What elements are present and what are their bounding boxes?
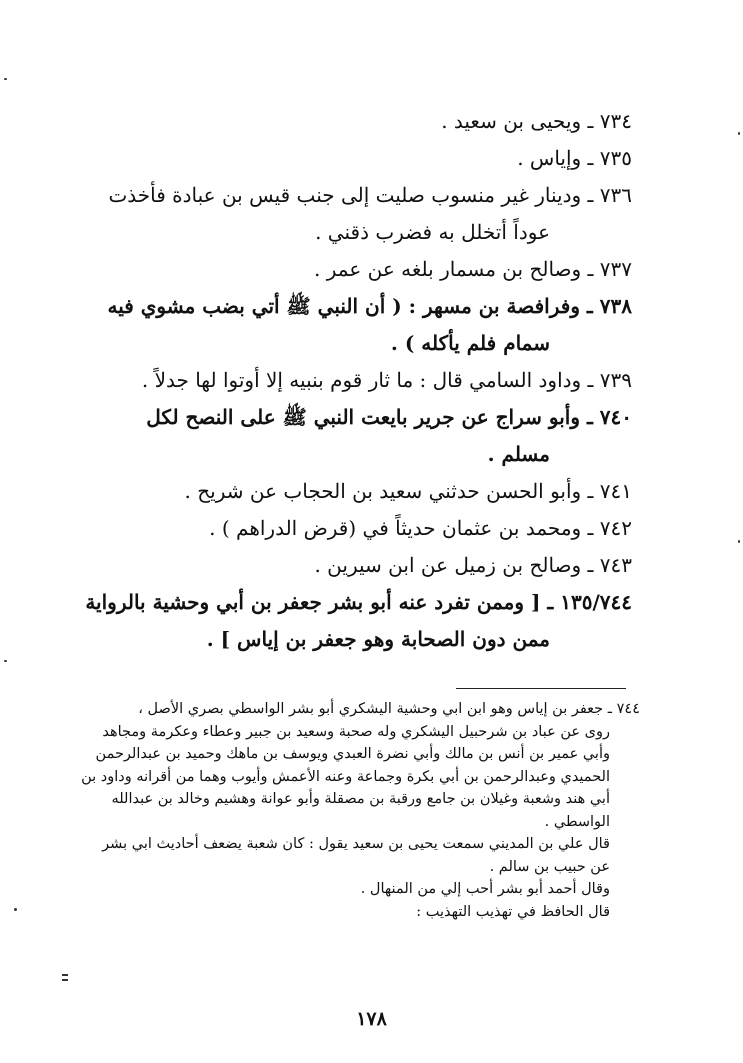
footnote (55, 698, 640, 923)
footnote-line: روى عن عباد بن شرحبيل اليشكري وله صحبة وسعيد بن جبير وعطاء وعكرمة ومجاهد (102, 723, 610, 740)
entry-text: ٧٤٢ ـ ومحمد بن عثمان حديثاً في (قرض الدراهم ) . (209, 516, 632, 540)
entry-text: ٧٤٣ ـ وصالح بن زميل عن ابن سيرين . (314, 553, 632, 577)
scan-speck (62, 979, 68, 981)
footnote-line: قال الحافظ في تهذيب التهذيب : (416, 903, 610, 920)
entry-continuation: ممن دون الصحابة وهو جعفر بن إياس ] . (206, 627, 550, 651)
entry-text: ٧٤٠ ـ وأبو سراج عن جرير بايعت النبي ﷺ على النصح لكل (146, 405, 632, 429)
entry-739 (60, 362, 632, 399)
footnote-line: عن حبيب بن سالم . (489, 858, 610, 875)
entry-text: ٧٣٤ ـ ويحيى بن سعيد . (441, 109, 632, 133)
footnote-line: وأبي عمير بن أنس بن مالك وأبي نضرة العبدي ويوسف بن ماهك وحميد بن عبدالرحمن (95, 746, 610, 762)
entries-list (60, 103, 632, 658)
entry-743 (60, 547, 632, 584)
scan-speck (14, 908, 17, 911)
footnote-line: قال علي بن المديني سمعت يحيى بن سعيد يقول : كان شعبة يضعف أحاديث ابي بشر (102, 836, 610, 852)
entry-text: ٧٣٧ ـ وصالح بن مسمار بلغه عن عمر . (314, 257, 632, 281)
entry-738 (60, 288, 632, 362)
entry-text: ١٣٥/٧٤٤ ـ [ وممن تفرد عنه أبو بشر جعفر بن أبي وحشية بالرواية (85, 590, 632, 614)
entry-continuation: عوداً أتخلل به فضرب ذقني . (315, 220, 550, 244)
entry-continuation: مسلم . (487, 442, 550, 466)
entry-737 (60, 251, 632, 288)
footnote-separator (456, 688, 626, 689)
page-number: ١٧٨ (356, 1008, 387, 1030)
scan-speck (4, 660, 7, 662)
scan-speck (62, 974, 68, 976)
footnote-line: الحميدي وعبدالرحمن بن أبي بكرة وجماعة وعنه الأعمش وأيوب وهما من أقرانه وداود بن (81, 768, 610, 785)
scan-speck (738, 540, 740, 543)
entry-744-section (60, 584, 632, 658)
entry-742 (60, 510, 632, 547)
footnote-line: الواسطي . (544, 813, 610, 830)
entry-text: ٧٤١ ـ وأبو الحسن حدثني سعيد بن الحجاب عن شريح . (184, 479, 632, 503)
footnote-line: أبي هند وشعبة وغيلان بن جامع ورقبة بن مصقلة وأبو عوانة وهشيم وخالد بن عبدالله (111, 791, 610, 807)
scan-speck (4, 78, 7, 80)
scan-speck (738, 132, 740, 135)
footnote-line: وقال أحمد أبو بشر أحب إلي من المنهال . (360, 881, 610, 897)
entry-736 (60, 177, 632, 251)
entry-734 (60, 103, 632, 140)
entry-text: ٧٣٩ ـ وداود السامي قال : ما ثار قوم بنبيه إلا أوتوا لها جدلاً . (141, 368, 632, 392)
entry-735 (60, 140, 632, 177)
entry-continuation: سمام فلم يأكله ) . (390, 331, 550, 355)
entry-text: ٧٣٥ ـ وإياس . (517, 146, 632, 170)
entry-741 (60, 473, 632, 510)
entry-740 (60, 399, 632, 473)
entry-text: ٧٣٦ ـ ودينار غير منسوب صليت إلى جنب قيس بن عبادة فأخذت (108, 183, 632, 207)
footnote-line: ٧٤٤ ـ جعفر بن إياس وهو ابن ابي وحشية اليشكري أبو بشر الواسطي بصري الأصل ، (138, 701, 640, 717)
entry-text: ٧٣٨ ـ وفرافصة بن مسهر : ( أن النبي ﷺ أتي بضب مشوي فيه (107, 294, 632, 318)
